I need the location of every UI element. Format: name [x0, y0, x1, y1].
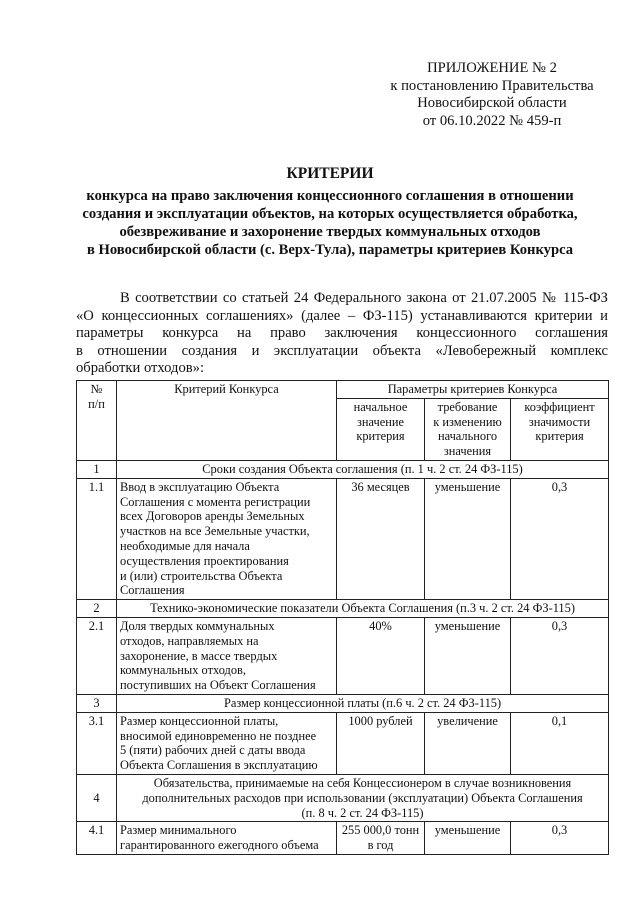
row-requirement: увеличение — [425, 712, 511, 774]
section-num: 1 — [77, 460, 117, 478]
criteria-table — [76, 380, 609, 855]
header-num-text: № п/п — [88, 382, 105, 411]
row-initial: 255 000,0 тонн в год — [337, 822, 425, 855]
row-coefficient: 0,3 — [511, 617, 609, 694]
row-initial: 36 месяцев — [337, 478, 425, 599]
section-row — [77, 694, 609, 712]
row-num: 3.1 — [77, 712, 117, 774]
section-title: Размер концессионной платы (п.6 ч. 2 ст. 24 ФЗ-115) — [117, 694, 609, 712]
intro-line: параметры конкурса на право заключения концессионного соглашения — [76, 325, 608, 341]
table-row — [77, 478, 609, 599]
row-num: 1.1 — [77, 478, 117, 599]
header-requirement-text: требование к изменению начального значения — [433, 399, 502, 459]
row-requirement: уменьшение — [425, 822, 511, 855]
row-requirement: уменьшение — [425, 617, 511, 694]
header-params — [337, 381, 609, 399]
header-coefficient — [511, 398, 609, 460]
header-coefficient-text: коэффициент значимости критерия — [524, 399, 595, 444]
title-heading: КРИТЕРИИ — [286, 165, 374, 182]
row-criterion: Размер минимального гарантированного ежегодного объема — [117, 822, 337, 855]
section-row — [77, 774, 609, 821]
row-criterion: Размер концессионной платы, вносимой единовременно не позднее 5 (пяти) рабочих дней с даты ввода Объекта Соглашения в эксплуатацию — [117, 712, 337, 774]
row-num: 2.1 — [77, 617, 117, 694]
section-row — [77, 600, 609, 618]
title-line: в Новосибирской области (с. Верх-Тула), параметры критериев Конкурса — [86, 242, 574, 258]
title-line: конкурса на право заключения концессионного соглашения в отношении — [86, 188, 574, 204]
intro-line: В соответствии со статьей 24 Федерального закона от 21.07.2005 № 115-ФЗ — [120, 290, 608, 306]
section-num: 4 — [77, 774, 117, 821]
header-criterion-text: Критерий Конкурса — [174, 382, 279, 396]
row-criterion: Доля твердых коммунальных отходов, направляемых на захоронение, в массе твердых коммунальных отходов, поступивших на Объект Соглашения — [117, 617, 337, 694]
section-title: Сроки создания Объекта соглашения (п. 1 ч. 2 ст. 24 ФЗ-115) — [117, 460, 609, 478]
table-row — [77, 712, 609, 774]
row-initial: 1000 рублей — [337, 712, 425, 774]
row-coefficient: 0,3 — [511, 822, 609, 855]
row-criterion: Ввод в эксплуатацию Объекта Соглашения с момента регистрации всех Договоров аренды Земельных участков на все Земельные участки, необходимые для начала осуществления проектирования и (или) строительства Объекта Соглашения — [117, 478, 337, 599]
row-initial: 40% — [337, 617, 425, 694]
header-num — [77, 381, 117, 461]
section-title: Технико-экономические показатели Объекта Соглашения (п.3 ч. 2 ст. 24 ФЗ-115) — [117, 600, 609, 618]
intro-paragraph — [76, 290, 608, 378]
header-initial — [337, 398, 425, 460]
title-line: создания и эксплуатации объектов, на которых осуществляется обработка, — [82, 206, 578, 222]
annex-block — [376, 60, 608, 130]
annex-date: от 06.10.2022 № 459-п — [422, 112, 562, 129]
section-title: Обязательства, принимаемые на себя Концессионером в случае возникновения дополнительных расходов при использовании (эксплуатации) Объекта Соглашения (п. 8 ч. 2 ст. 24 ФЗ-115) — [117, 774, 609, 821]
intro-line: «О концессионных соглашениях» (далее – ФЗ-115) устанавливаются критерии и — [76, 307, 608, 324]
row-requirement: уменьшение — [425, 478, 511, 599]
section-num: 2 — [77, 600, 117, 618]
header-initial-text: начальное значение критерия — [353, 399, 408, 444]
row-num: 4.1 — [77, 822, 117, 855]
row-coefficient: 0,1 — [511, 712, 609, 774]
annex-region: Новосибирской области — [417, 95, 567, 111]
header-criterion — [117, 381, 337, 461]
intro-line: в отношении создания и эксплуатации объекта «Левобережный комплекс — [76, 342, 608, 359]
table-row — [77, 822, 609, 855]
header-params-text: Параметры критериев Конкурса — [387, 382, 558, 396]
section-row — [77, 460, 609, 478]
intro-line: обработки отходов»: — [76, 360, 205, 376]
title-line: обезвреживание и захоронение твердых коммунальных отходов — [119, 224, 541, 240]
annex-resolution: к постановлению Правительства — [390, 77, 594, 94]
section-num: 3 — [77, 694, 117, 712]
annex-number: ПРИЛОЖЕНИЕ № 2 — [427, 60, 557, 76]
document-title — [40, 165, 620, 259]
table-row — [77, 617, 609, 694]
row-coefficient: 0,3 — [511, 478, 609, 599]
header-requirement — [425, 398, 511, 460]
